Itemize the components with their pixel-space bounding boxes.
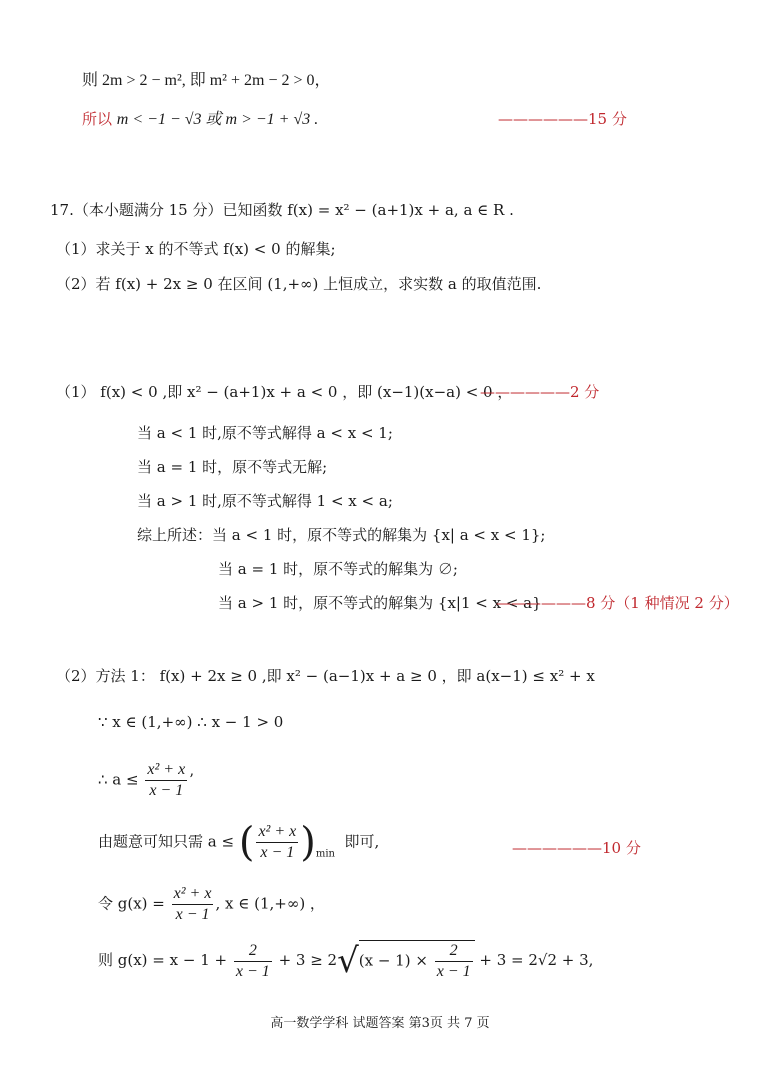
fraction-numerator: 2 [234, 941, 272, 962]
sqrt-icon: √ [337, 941, 359, 981]
part1-head: （1） f(x) < 0 ,即 x² − (a+1)x + a < 0 ，即 (x−1)(x−a) < 0 ， [56, 383, 513, 401]
part2-let-suffix: , x ∈ (1,+∞) ， [215, 894, 325, 913]
sqrt-radicand [359, 940, 475, 982]
part1-head-score: ——————2 分 [480, 383, 600, 401]
fraction-denominator: x − 1 [436, 963, 471, 980]
fraction-denominator: x − 1 [149, 782, 184, 799]
part2-then-prefix: 则 g(x) = x − 1 + [98, 951, 228, 969]
fraction-denominator: x − 1 [235, 962, 270, 980]
part2-need-score: ——————10 分 [512, 839, 641, 857]
prev-line-1: 则 2m > 2 − m², 即 m² + 2m − 2 > 0， [82, 72, 331, 89]
part2-because: ∵ x ∈ (1,+∞) ∴ x − 1 > 0 [98, 713, 284, 731]
fraction-numerator: x² + x [145, 760, 187, 781]
fraction-denominator: x − 1 [260, 844, 295, 861]
prev-score: ——————15 分 [498, 110, 627, 128]
prev-line-2 [82, 108, 318, 131]
part2-then [98, 940, 593, 990]
prev-line-2-math: m < −1 − √3 或 m > −1 + √3 . [116, 111, 319, 128]
part2-need-fraction [256, 822, 298, 863]
part2-let-fraction [172, 884, 214, 925]
fraction-numerator: x² + x [256, 822, 298, 843]
part2-therefore-fraction [145, 760, 187, 801]
page-footer: 高一数学学科 试题答案 第3页 共 7 页 [270, 1016, 490, 1031]
problem-stem: 17.（本小题满分 15 分）已知函数 f(x) = x² − (a+1)x + a, a ∈ R . [50, 201, 514, 219]
part2-therefore-prefix: ∴ a ≤ [98, 770, 139, 789]
part2-therefore-suffix: ’ [189, 770, 194, 789]
problem-q2: （2）若 f(x) + 2x ≥ 0 在区间 (1,+∞) 上恒成立，求实数 a 的取值范围. [56, 275, 542, 293]
part2-then-mid: + 3 ≥ 2 [278, 951, 338, 969]
part1-summary3-score: ——————8 分（1 种情况 2 分） [496, 594, 739, 612]
right-paren: ) [300, 819, 316, 866]
part2-then-fraction-1 [234, 941, 272, 982]
fraction-numerator: x² + x [172, 884, 214, 905]
part2-need-prefix: 由题意可知只需 a ≤ [98, 832, 235, 851]
part1-case1: 当 a < 1 时,原不等式解得 a < x < 1; [137, 424, 393, 442]
prev-line-2-prefix: 所以 [82, 110, 113, 128]
left-paren: ( [238, 819, 255, 866]
part1-summary2: 当 a = 1 时，原不等式的解集为 ∅; [218, 560, 458, 578]
part1-case3: 当 a > 1 时,原不等式解得 1 < x < a; [137, 492, 393, 510]
fraction-denominator: x − 1 [175, 906, 210, 923]
part2-need-suffix: 即可, [344, 832, 380, 851]
part2-need [98, 819, 380, 872]
min-subscript: min [315, 848, 335, 860]
part2-then-end: + 3 = 2√2 + 3, [479, 951, 594, 969]
part1-case2: 当 a = 1 时，原不等式无解; [137, 458, 328, 476]
part2-then-fraction-2 [435, 941, 473, 982]
part2-then-sqrt-inner: (x − 1) × [358, 951, 428, 970]
part1-summary3: 当 a > 1 时，原不等式的解集为 {x|1 < x < a} [218, 594, 542, 612]
part2-let [98, 884, 325, 934]
part2-head: （2）方法 1： f(x) + 2x ≥ 0 ,即 x² − (a−1)x + a ≥ 0 ，即 a(x−1) ≤ x² + x [56, 667, 595, 685]
part2-therefore [98, 760, 194, 810]
part1-summary1: 综上所述：当 a < 1 时，原不等式的解集为 {x| a < x < 1}; [137, 526, 546, 544]
part2-let-prefix: 令 g(x) = [98, 894, 165, 913]
problem-q1: （1）求关于 x 的不等式 f(x) < 0 的解集; [56, 240, 336, 258]
fraction-numerator: 2 [435, 941, 473, 962]
